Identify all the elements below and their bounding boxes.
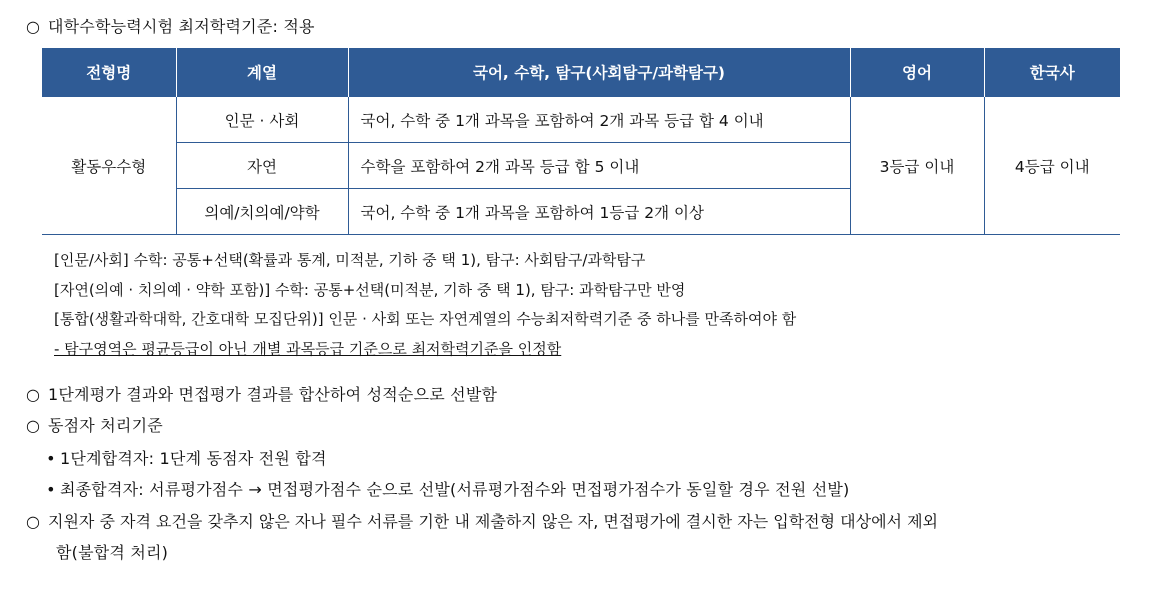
circle-bullet-icon: ○ xyxy=(26,385,41,404)
exclusion-rule xyxy=(26,509,938,532)
table-header-row xyxy=(42,48,1120,97)
tie-break-item xyxy=(42,477,849,500)
track-cell: 자연 xyxy=(176,143,348,189)
tie-break-title xyxy=(26,413,163,436)
english-cell: 3등급 이내 xyxy=(850,97,984,235)
note-integrated: [통합(생활과학대학, 간호대학 모집단위)] 인문 · 사회 또는 자연계열의 수능최저학력기준 중 하나를 만족하여야 함 xyxy=(54,310,797,328)
tie-break-title-text: 동점자 처리기준 xyxy=(48,416,163,435)
track-cell: 인문 · 사회 xyxy=(176,97,348,143)
korean-history-cell: 4등급 이내 xyxy=(984,97,1120,235)
criteria-cell: 수학을 포함하여 2개 과목 등급 합 5 이내 xyxy=(348,143,850,189)
circle-bullet-icon: ○ xyxy=(26,17,41,36)
tie-break-item xyxy=(42,446,327,469)
col-header-type: 전형명 xyxy=(42,48,176,97)
circle-bullet-icon: ○ xyxy=(26,416,41,435)
col-header-track: 계열 xyxy=(176,48,348,97)
exclusion-rule-text: 지원자 중 자격 요건을 갖추지 않은 자나 필수 서류를 기한 내 제출하지 않은 자, 면접평가에 결시한 자는 입학전형 대상에서 제외 xyxy=(48,512,938,531)
note-humanities: [인문/사회] 수학: 공통+선택(확률과 통계, 미적분, 기하 중 택 1), 탐구: 사회탐구/과학탐구 xyxy=(54,251,646,269)
requirements-table xyxy=(42,48,1120,235)
criteria-cell: 국어, 수학 중 1개 과목을 포함하여 2개 과목 등급 합 4 이내 xyxy=(348,97,850,143)
tie-break-item-text: 1단계합격자: 1단계 동점자 전원 합격 xyxy=(60,449,327,468)
table-notes xyxy=(54,246,796,364)
exclusion-rule-continuation: 함(불합격 처리) xyxy=(56,543,169,562)
selection-method xyxy=(26,382,497,405)
track-cell: 의예/치의예/약학 xyxy=(176,189,348,235)
col-header-korean-history: 한국사 xyxy=(984,48,1120,97)
note-natural: [자연(의예 · 치의예 · 약학 포함)] 수학: 공통+선택(미적분, 기하 중 택 1), 탐구: 과학탐구만 반영 xyxy=(54,280,686,299)
admission-type-cell: 활동우수형 xyxy=(42,97,176,235)
selection-method-text: 1단계평가 결과와 면접평가 결과를 합산하여 성적순으로 선발함 xyxy=(48,385,498,404)
criteria-cell: 국어, 수학 중 1개 과목을 포함하여 1등급 2개 이상 xyxy=(348,189,850,235)
section-header xyxy=(26,14,315,37)
tie-break-item-text: 최종합격자: 서류평가점수 → 면접평가점수 순으로 선발(서류평가점수와 면접평가점수가 동일할 경우 전원 선발) xyxy=(60,480,850,499)
col-header-subjects: 국어, 수학, 탐구(사회탐구/과학탐구) xyxy=(348,48,850,97)
dot-bullet-icon: • xyxy=(46,480,56,499)
col-header-english: 영어 xyxy=(850,48,984,97)
table-row xyxy=(42,97,1120,143)
dot-bullet-icon: • xyxy=(46,449,56,468)
note-inquiry: - 탐구영역은 평균등급이 아닌 개별 과목등급 기준으로 최저학력기준을 인정함 xyxy=(54,339,562,358)
section-header-text: 대학수학능력시험 최저학력기준: 적용 xyxy=(48,17,315,36)
circle-bullet-icon: ○ xyxy=(26,512,40,531)
